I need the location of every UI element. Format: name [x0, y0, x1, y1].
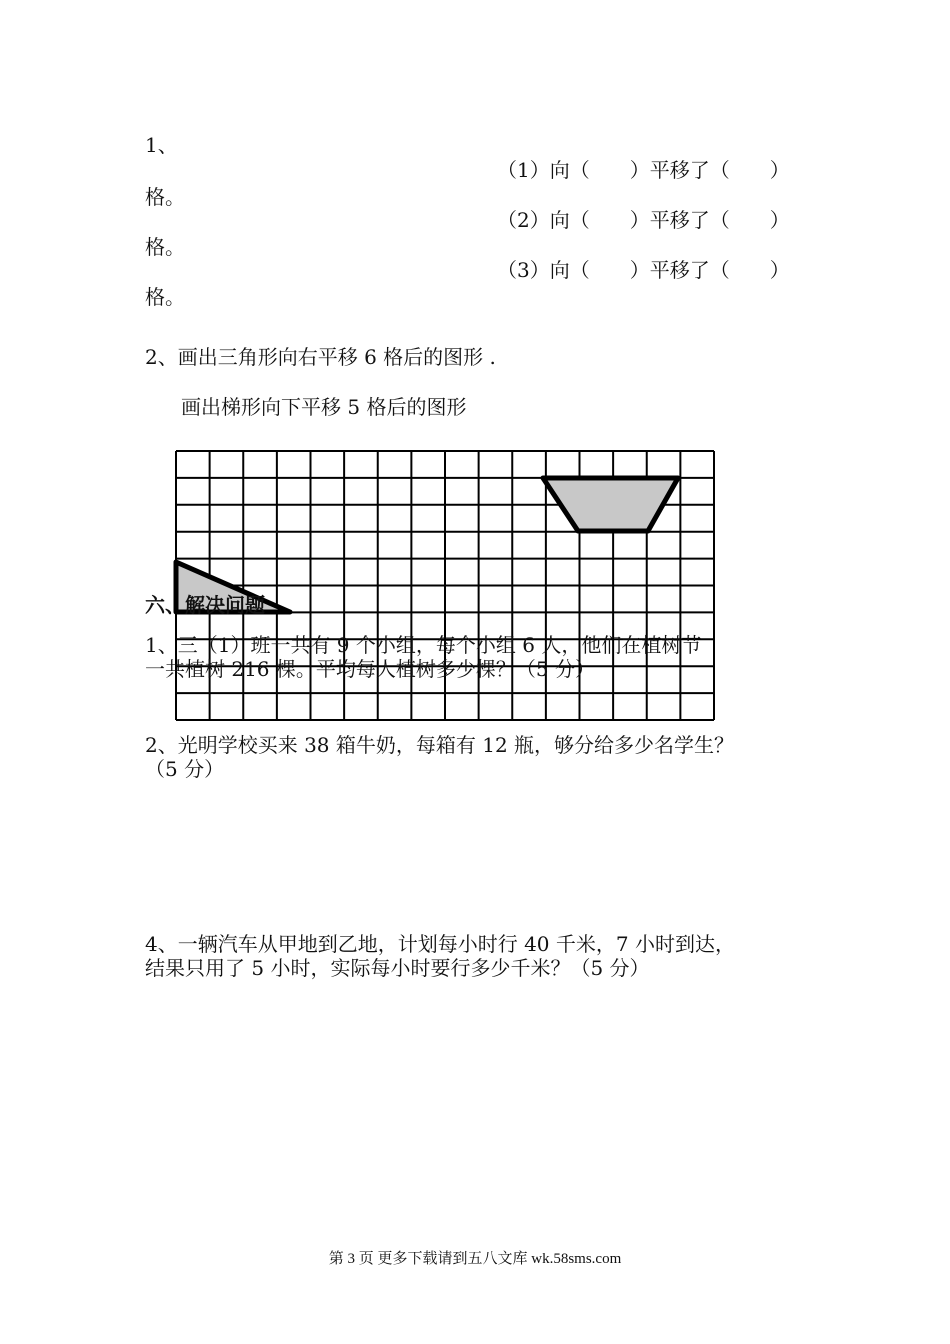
trapezoid-shape	[543, 478, 678, 531]
q1-suffix-2: 格。	[145, 235, 185, 259]
q1-suffix-1: 格。	[145, 185, 185, 209]
q1-answer-line-2: （2）向（ ）平移了（ ）	[497, 208, 790, 232]
problem-1-line-1: 1、三（1）班一共有 9 个小组，每个小组 6 人，他们在植树节	[145, 633, 702, 657]
problem-2-line-1: 2、光明学校买来 38 箱牛奶，每箱有 12 瓶，够分给多少名学生？	[145, 733, 735, 757]
problem-4-line-1: 4、一辆汽车从甲地到乙地，计划每小时行 40 千米，7 小时到达，	[145, 932, 735, 956]
q1-number: 1、	[145, 133, 178, 157]
q2-instruction-trapezoid: 画出梯形向下平移 5 格后的图形	[181, 395, 467, 419]
problem-1-line-2: 一共植树 216 棵。平均每人植树多少棵？（5 分）	[145, 657, 595, 681]
q1-answer-line-1: （1）向（ ）平移了（ ）	[497, 158, 790, 182]
section-heading: 六、解决问题	[145, 593, 265, 617]
q2-instruction-triangle: 2、画出三角形向右平移 6 格后的图形 .	[145, 345, 496, 369]
problem-2-line-2: （5 分）	[145, 757, 225, 781]
q1-suffix-3: 格。	[145, 285, 185, 309]
page-footer: 第 3 页 更多下载请到五八文库 wk.58sms.com	[328, 1251, 622, 1267]
q1-answer-line-3: （3）向（ ）平移了（ ）	[497, 258, 790, 282]
problem-4-line-2: 结果只用了 5 小时，实际每小时要行多少千米？（5 分）	[145, 956, 650, 980]
